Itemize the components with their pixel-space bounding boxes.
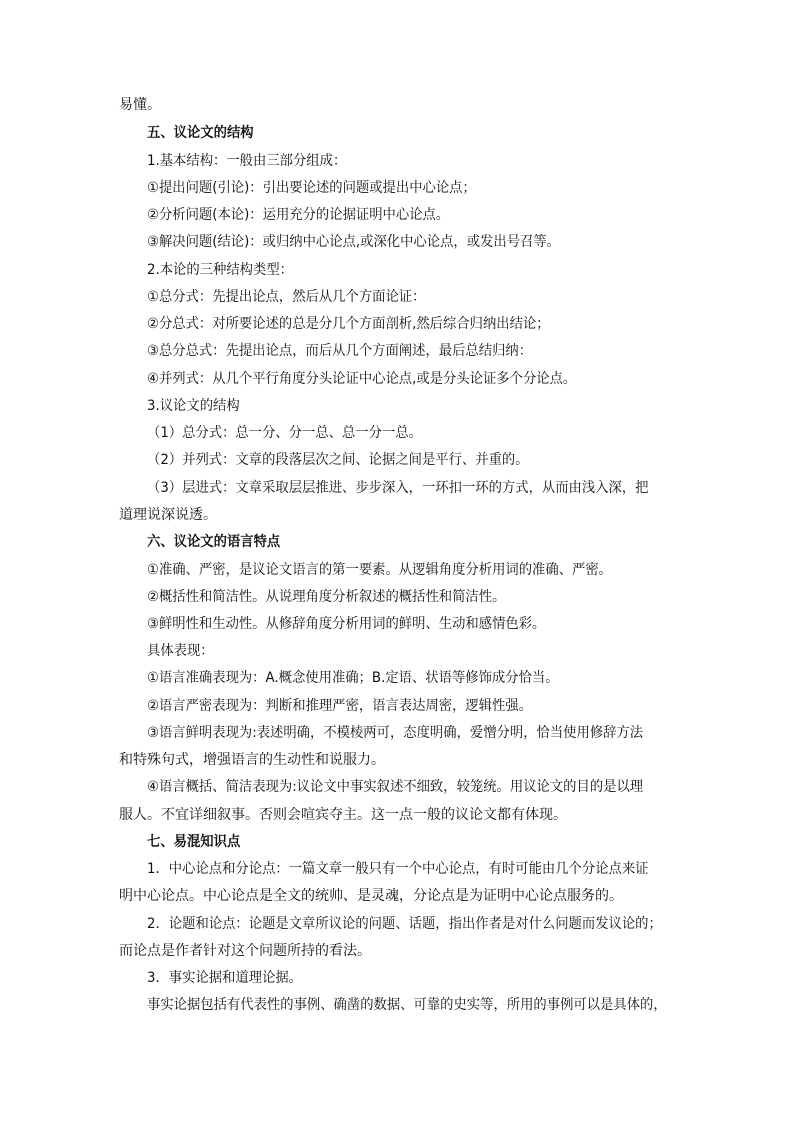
text-line: 1．中心论点和分论点：一篇文章一般只有一个中心论点，有时可能由几个分论点来证 — [147, 861, 649, 877]
text-line: 而论点是作者针对这个问题所持的看法。 — [119, 943, 371, 959]
text-line: （1）总分式：总一分、分一总、总一分一总。 — [147, 425, 422, 441]
section-heading-7: 七、易混知识点 — [147, 834, 241, 850]
text-line: ③解决问题(结论)：或归纳中心论点,或深化中心论点，或发出号召等。 — [147, 234, 561, 250]
text-line: （3）层进式：文章采取层层推进、步步深入，一环扣一环的方式，从而由浅入深，把 — [147, 480, 649, 496]
text-line: ②分析问题(本论)：运用充分的论据证明中心论点。 — [147, 207, 450, 223]
text-line: ③总分总式：先提出论点，而后从几个方面阐述，最后总结归纳： — [147, 343, 533, 359]
text-line: ①总分式：先提出论点，然后从几个方面论证： — [147, 289, 426, 305]
text-line: ④并列式：从几个平行角度分头论证中心论点,或是分头论证多个分论点。 — [147, 371, 577, 387]
text-line: ①提出问题(引论)：引出要论述的问题或提出中心论点； — [147, 180, 476, 196]
text-line: 2.本论的三种结构类型： — [147, 262, 293, 278]
text-line: 事实论据包括有代表性的事例、确凿的数据、可靠的史实等，所用的事例可以是具体的， — [147, 997, 667, 1013]
text-line: 道理说深说透。 — [119, 507, 217, 523]
section-heading-6: 六、议论文的语言特点 — [147, 534, 281, 550]
text-line: 具体表现： — [147, 643, 214, 659]
text-line: ①准确、严密，是议论文语言的第一要素。从逻辑角度分析用词的准确、严密。 — [147, 562, 613, 578]
text-line: ②概括性和简洁性。从说理角度分析叙述的概括性和简洁性。 — [147, 589, 506, 605]
text-line: （2）并列式：文章的段落层次之间、论据之间是平行、并重的。 — [147, 452, 529, 468]
text-line: 明中心论点。中心论点是全文的统帅、是灵魂，分论点是为证明中心论点服务的。 — [119, 888, 623, 904]
text-line: ③鲜明性和生动性。从修辞角度分析用词的鲜明、生动和感情色彩。 — [147, 616, 546, 632]
text-line: ②语言严密表现为：判断和推理严密，语言表达周密，逻辑性强。 — [147, 698, 533, 714]
text-line: ③语言鲜明表现为:表述明确，不模棱两可，态度明确，爱憎分明，恰当使用修辞方法 — [147, 725, 644, 741]
text-line: 和特殊句式，增强语言的生动性和说服力。 — [119, 752, 385, 768]
text-line: ④语言概括、简洁表现为:议论文中事实叙述不细致，较笼统。用议论文的目的是以理 — [147, 779, 644, 795]
text-line: 易懂。 — [119, 97, 161, 113]
text-line: 2．论题和论点：论题是文章所议论的问题、话题，指出作者是对什么问题而发议论的； — [147, 916, 662, 932]
text-line: 1.基本结构：一般由三部分组成： — [147, 153, 347, 169]
text-line: 3.议论文的结构 — [147, 398, 240, 414]
text-line: 3．事实论据和道理论据。 — [147, 970, 303, 986]
section-heading-5: 五、议论文的结构 — [147, 125, 254, 141]
text-line: ②分总式：对所要论述的总是分几个方面剖析,然后综合归纳出结论； — [147, 316, 550, 332]
text-line: 服人。不宜详细叙事。否则会喧宾夺主。这一点一般的议论文都有体现。 — [119, 807, 567, 823]
text-line: ①语言准确表现为：A.概念使用准确；B.定语、状语等修饰成分恰当。 — [147, 670, 559, 686]
